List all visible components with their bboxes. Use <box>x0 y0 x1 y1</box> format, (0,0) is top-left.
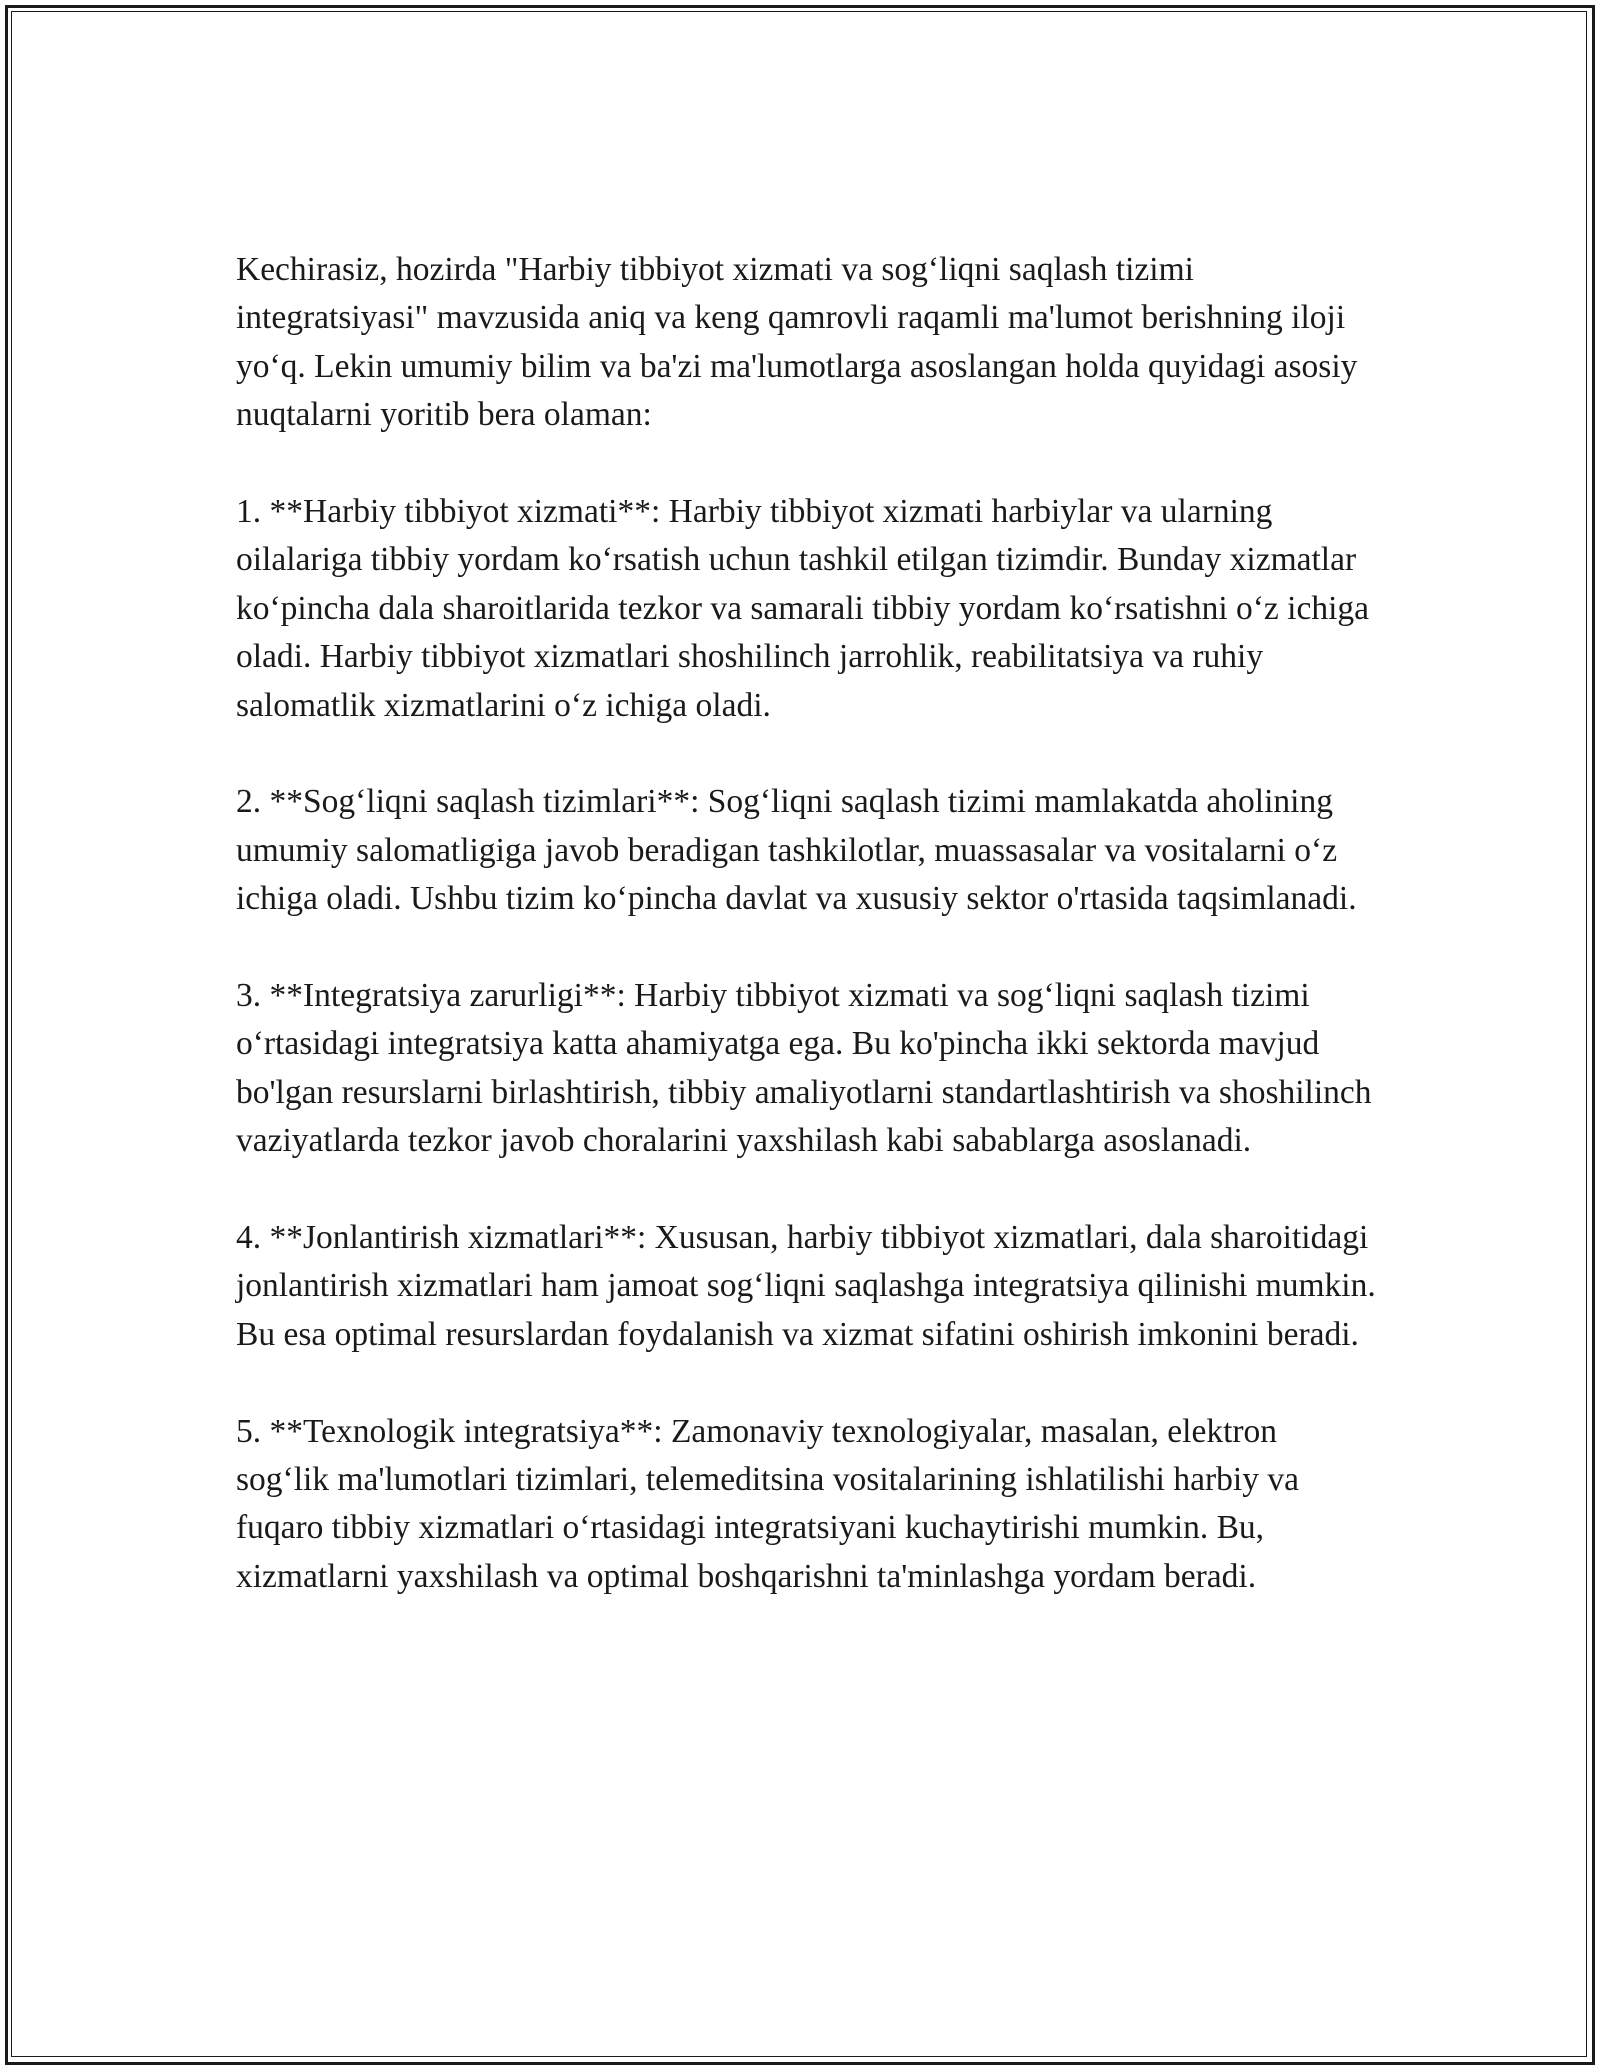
document-body <box>236 246 1376 1650</box>
intro-paragraph: Kechirasiz, hozirda "Harbiy tibbiyot xizmati va sog‘liqni saqlash tizimi integratsiyasi" mavzusida aniq va keng qamrovli raqamli ma'lumot berishning iloji yo‘q. Lekin umumiy bilim va ba'zi ma'lumotlarga asoslangan holda quyidagi asosiy nuqtalarni yoritib bera olaman: <box>236 251 1358 434</box>
point-2-paragraph: 2. **Sog‘liqni saqlash tizimlari**: Sog‘liqni saqlash tizimi mamlakatda aholining umumiy salomatligiga javob beradigan tashkilotlar, muassasalar va vositalarni o‘z ichiga oladi. Ushbu tizim ko‘pincha davlat va xususiy sektor o'rtasida taqsimlanadi. <box>236 783 1357 918</box>
point-4-paragraph: 4. **Jonlantirish xizmatlari**: Xususan, harbiy tibbiyot xizmatlari, dala sharoitidagi jonlantirish xizmatlari ham jamoat sog‘liqni saqlashga integratsiya qilinishi mumkin. Bu esa optimal resurslardan foydalanish va xizmat sifatini oshirish imkonini beradi. <box>236 1219 1376 1353</box>
point-1-paragraph: 1. **Harbiy tibbiyot xizmati**: Harbiy tibbiyot xizmati harbiylar va ularning oilalariga tibbiy yordam ko‘rsatish uchun tashkil etilgan tizimdir. Bunday xizmatlar ko‘pincha dala sharoitlarida tezkor va samarali tibbiy yordam ko‘rsatishni o‘z ichiga oladi. Harbiy tibbiyot xizmatlari shoshilinch jarrohlik, reabilitatsiya va ruhiy salomatlik xizmatlarini o‘z ichiga oladi. <box>236 493 1370 724</box>
point-5-paragraph: 5. **Texnologik integratsiya**: Zamonaviy texnologiyalar, masalan, elektron sog‘lik ma'lumotlari tizimlari, telemeditsina vositalarining ishlatilishi harbiy va fuqaro tibbiy xizmatlari o‘rtasidagi integratsiyani kuchaytirishi mumkin. Bu, xizmatlarni yaxshilash va optimal boshqarishni ta'minlashga yordam beradi. <box>236 1412 1299 1595</box>
point-3-paragraph: 3. **Integratsiya zarurligi**: Harbiy tibbiyot xizmati va sog‘liqni saqlash tizimi o‘rtasidagi integratsiya katta ahamiyatga ega. Bu ko'pincha ikki sektorda mavjud bo'lgan resurslarni birlashtirish, tibbiy amaliyotlarni standartlashtirish va shoshilinch vaziyatlarda tezkor javob choralarini yaxshilash kabi sabablarga asoslanadi. <box>236 977 1372 1160</box>
